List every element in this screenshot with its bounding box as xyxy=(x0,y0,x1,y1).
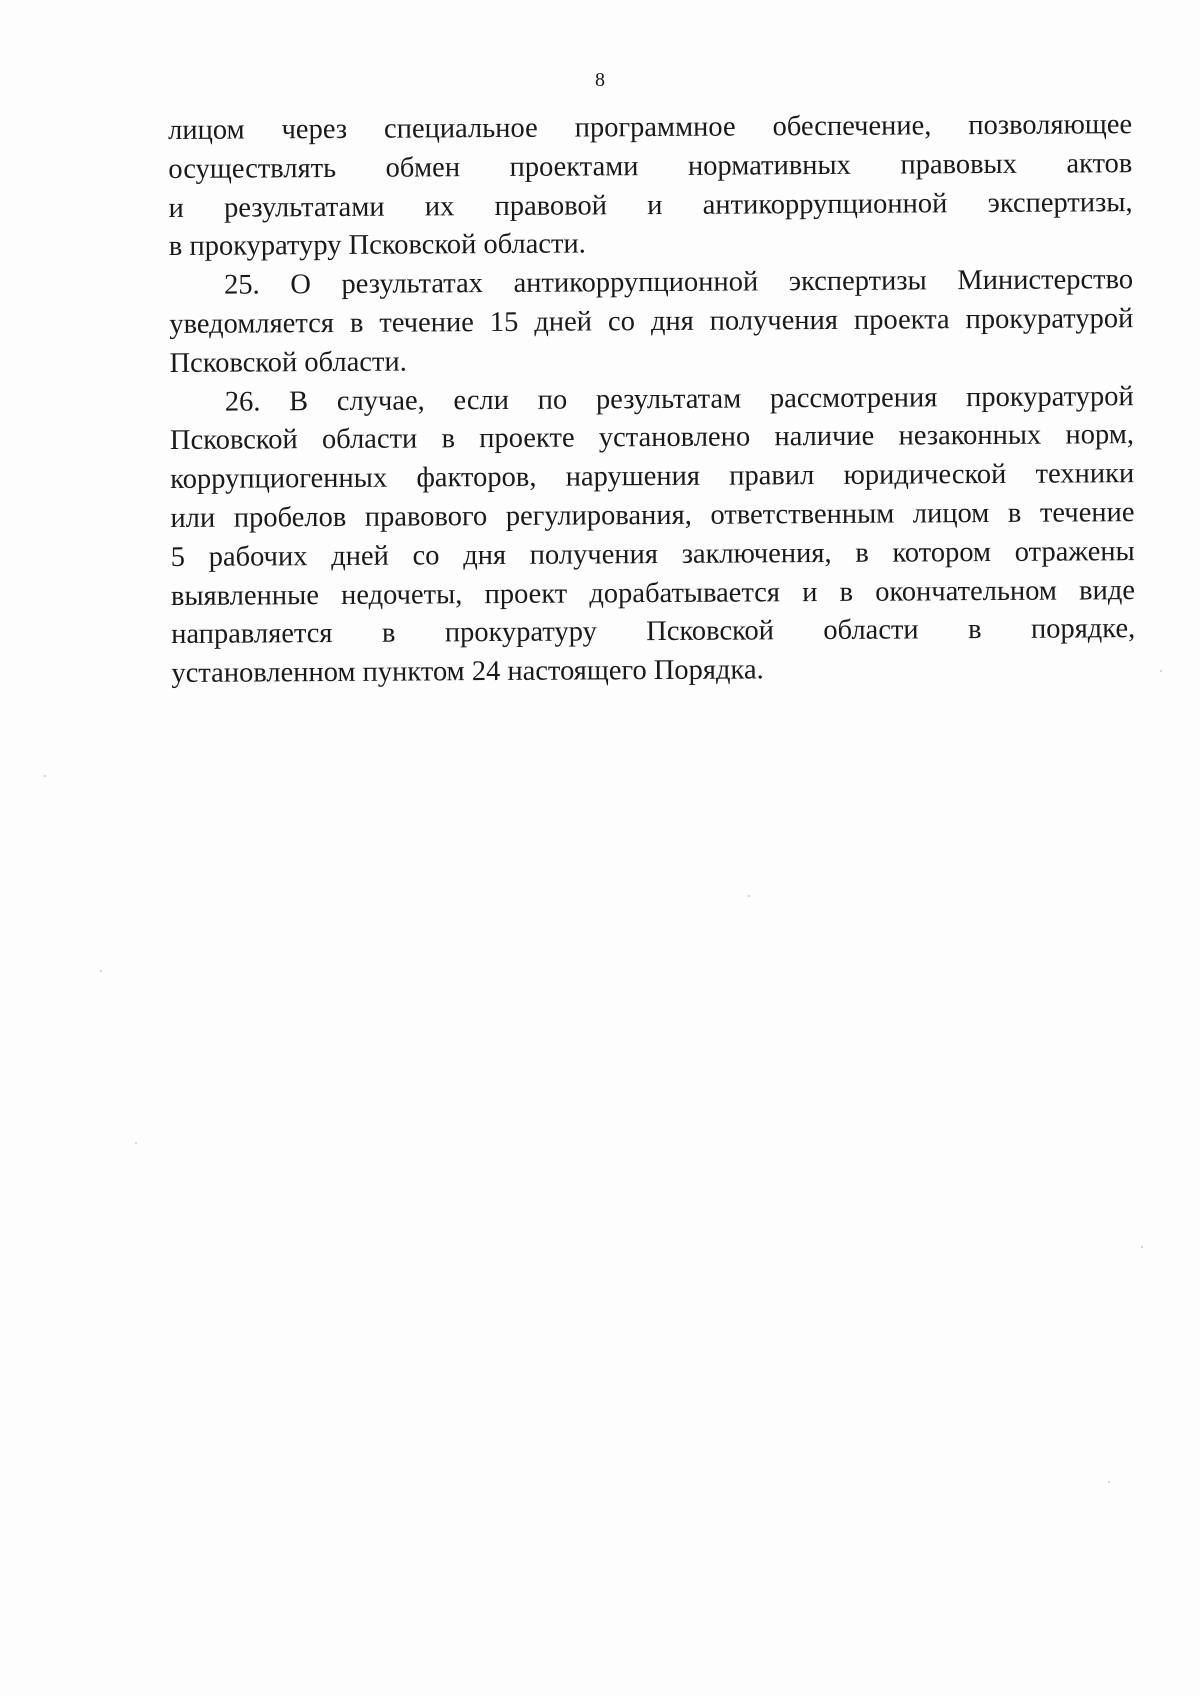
text-line: направляется в прокуратуру Псковской области в порядке, xyxy=(171,613,1136,651)
text-line: и результатами их правовой и антикоррупционной экспертизы, xyxy=(168,186,1133,224)
scan-speck xyxy=(1160,670,1162,672)
text-line: осуществлять обмен проектами нормативных правовых актов xyxy=(168,147,1133,185)
text-line: в прокуратуру Псковской области. xyxy=(168,228,586,263)
text-line: уведомляется в течение 15 дней со дня получения проекта прокуратурой xyxy=(169,303,1134,340)
page-number: 8 xyxy=(595,69,605,91)
text-line: Псковской области. xyxy=(169,346,407,379)
text-line: 25. О результатах антикоррупционной экспертизы Министерство xyxy=(223,264,1134,301)
scan-speck xyxy=(748,895,750,897)
text-line: или пробелов правового регулирования, ответственным лицом в течение xyxy=(170,497,1135,534)
text-line: выявленные недочеты, проект дорабатывается и в окончательном виде xyxy=(170,574,1136,612)
paragraph-continuation xyxy=(168,106,1133,267)
text-line: установленном пунктом 24 настоящего Порядка. xyxy=(171,654,764,690)
document-body xyxy=(168,106,1136,694)
text-line: лицом через специальное программное обеспечение, позволяющее xyxy=(168,109,1133,146)
scan-speck xyxy=(1141,1246,1143,1248)
scan-speck xyxy=(1108,1481,1110,1483)
text-line: Псковской области в проекте установлено наличие незаконных норм, xyxy=(169,419,1135,457)
text-line: 26. В случае, если по результатам рассмотрения прокуратурой xyxy=(224,380,1134,418)
paragraph-item-26 xyxy=(170,378,1136,694)
text-line: 5 рабочих дней со дня получения заключения, в котором отражены xyxy=(170,535,1135,573)
scan-speck xyxy=(44,775,46,777)
paragraph-item-25 xyxy=(169,261,1134,383)
text-line: коррупциогенных факторов, нарушения правил юридической техники xyxy=(170,458,1135,496)
scan-speck xyxy=(100,970,102,972)
scan-speck xyxy=(135,1142,137,1144)
